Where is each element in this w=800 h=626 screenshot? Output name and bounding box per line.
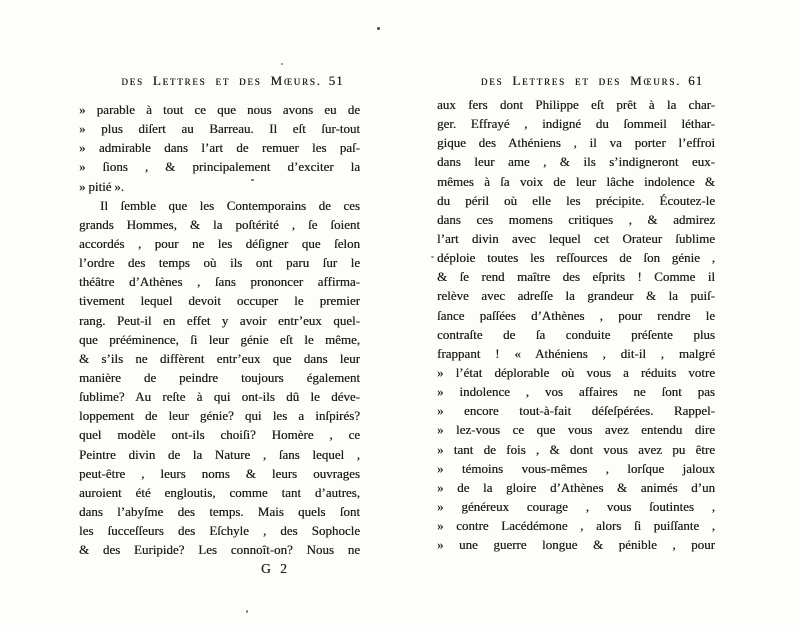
text-line: & ſe rend maître des eſprits ! Comme il xyxy=(437,269,715,285)
text-line: » admirable dans l’art de remuer les paſ- xyxy=(79,140,360,156)
text-line: » plus diſert au Barreau. Il eſt ſur-tout xyxy=(79,121,360,137)
text-line: grands Hommes, & la poſtérité , ſe ſoient xyxy=(79,216,360,232)
text-line: les ſucceſſeurs des Eſchyle , des Sophocle xyxy=(79,523,360,539)
left-page xyxy=(79,73,360,578)
text-line: & s’ils ne diffèrent entr’eux que dans leur xyxy=(79,350,360,366)
text-line: dans ces momens critiques , & admirez xyxy=(437,211,715,227)
text-line: dans leur ame , & ils s’indigneront eux- xyxy=(437,154,715,170)
text-line: aux fers dont Philippe eſt prêt à la char- xyxy=(437,97,715,112)
text-line: » pitié ». xyxy=(79,178,125,194)
text-line: quel modèle ont-ils choiſi? Homère , ce xyxy=(79,427,360,443)
text-line: dans l’abyſme des temps. Mais quels ſont xyxy=(79,503,360,519)
text-line: » parable à tout ce que nous avons eu de xyxy=(79,102,360,117)
text-line: peut-être , leurs noms & leurs ouvrages xyxy=(79,465,360,481)
text-line: loppement de leur génie? qui les a inſpirés? xyxy=(79,408,360,424)
running-head-title: des Lettres et des Mœurs. xyxy=(121,73,322,88)
text-line: » lez-vous ce que vous avez entendu dire xyxy=(437,422,715,438)
text-line: frappant ! « Athéniens , dit-il , malgré xyxy=(437,345,715,361)
text-line: tivement lequel devoit occuper le premier xyxy=(79,293,360,309)
text-line: accordés , pour ne les déſigner que ſelon xyxy=(79,235,360,251)
text-line: que prééminence, ſi leur génie eſt le même, xyxy=(79,331,360,347)
text-line: & des Euripide? Les connoît-on? Nous ne xyxy=(79,542,360,558)
text-line: » contre Lacédémone , alors ſi puiſſante , xyxy=(437,518,715,534)
text-line: ſublime? Au reſte à qui ont-ils dû le déve- xyxy=(79,389,360,405)
text-line: relève avec adreſſe la grandeur & la puiſ- xyxy=(437,288,715,304)
text-line: du péril où elle les précipite. Écoutez-le xyxy=(437,192,715,208)
text-line: » ſions , & principalement d’exciter la xyxy=(79,159,360,175)
text-line: mêmes à ſa voix de leur lâche indolence & xyxy=(437,173,715,189)
running-head xyxy=(79,73,360,89)
scan-speck xyxy=(246,610,248,613)
page-number: 61 xyxy=(688,73,704,88)
text-line: » indolence , vos affaires ne ſont pas xyxy=(437,384,715,400)
text-line: » témoins vous-mêmes , lorſque jaloux xyxy=(437,460,715,476)
running-head-title: des Lettres et des Mœurs. xyxy=(480,73,682,88)
text-line: contraſte de ſa conduite préſente plus xyxy=(437,326,715,342)
scan-speck xyxy=(431,256,434,258)
scan-speck xyxy=(281,63,283,65)
page-number: 51 xyxy=(328,73,344,88)
text-line: l’ordre des temps où ils ont paru ſur le xyxy=(79,255,360,271)
text-line: » l’état déplorable où vous a réduits votre xyxy=(437,364,715,380)
text-line: déploie toutes les reſſources de ſon génie , xyxy=(437,250,715,266)
running-head xyxy=(437,73,715,89)
text-line: gique des Athéniens , il va porter l’effroi xyxy=(437,135,715,151)
page-text xyxy=(79,100,360,559)
scan-speck xyxy=(251,179,254,181)
text-line: ger. Effrayé , indigné du ſommeil léthar- xyxy=(437,116,715,132)
text-line: » encore tout-à-fait déſeſpérées. Rappel- xyxy=(437,403,715,419)
signature-mark: G 2 xyxy=(261,561,290,577)
text-line: rang. Peut-il en effet y avoir entr’eux quel- xyxy=(79,312,360,328)
text-line: » une guerre longue & pénible , pour xyxy=(437,537,715,553)
right-page xyxy=(437,73,715,554)
text-line: l’art divin avec lequel cet Orateur ſublime xyxy=(437,230,715,246)
text-line: » de la gloire d’Athènes & animés d’un xyxy=(437,479,715,495)
page-text xyxy=(437,95,715,554)
scan-speck xyxy=(377,27,380,30)
text-line: Il ſemble que les Contemporains de ces xyxy=(100,197,360,213)
text-line: auroient été engloutis, comme tant d’autres, xyxy=(79,484,360,500)
text-line: Peintre divin de la Nature , ſans lequel , xyxy=(79,446,360,462)
text-line: manière de peindre toujours également xyxy=(79,369,360,385)
text-line: théâtre d’Athènes , ſans prononcer affirma- xyxy=(79,274,360,290)
text-line: » généreux courage , vous ſoutintes , xyxy=(437,498,715,514)
text-line: » tant de fois , & dont vous avez pu être xyxy=(437,441,715,457)
text-line: ſance paſſées d’Athènes , pour rendre le xyxy=(437,307,715,323)
